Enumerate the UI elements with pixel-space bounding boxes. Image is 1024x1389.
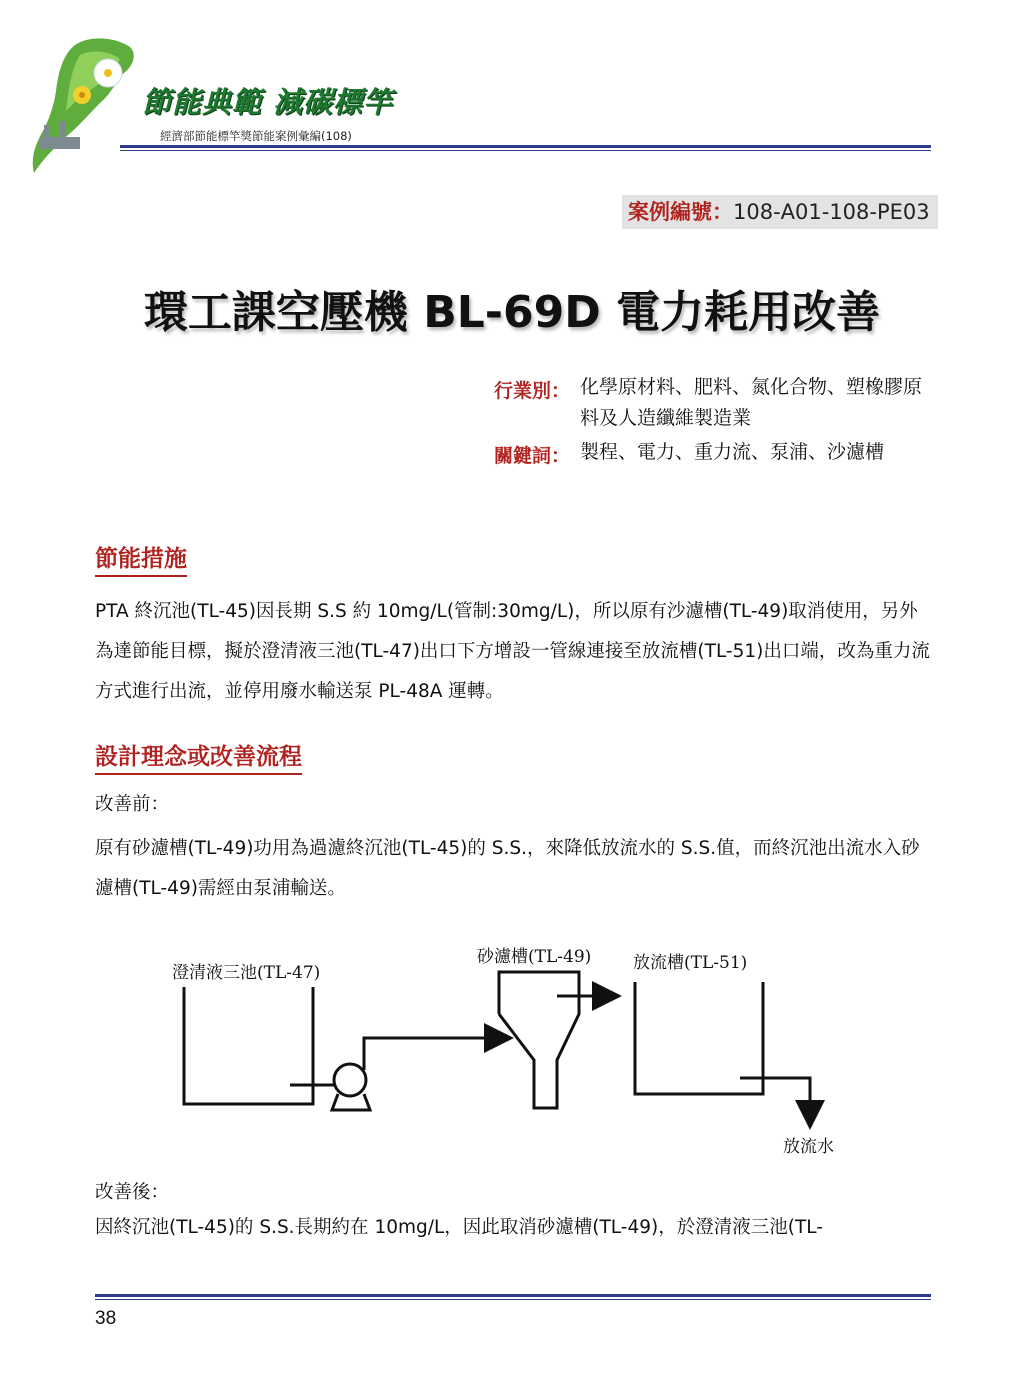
case-number-label: 案例編號：	[628, 200, 733, 224]
industry-label: 行業別：	[494, 380, 571, 402]
energy-measures-paragraph: PTA 終沉池(TL-45)因長期 S.S 約 10mg/L(管制:30mg/L)，所以原有沙濾槽(TL-49)取消使用，另外為達節能目標，擬於澄清液三池(TL-47)出口下方增設一管線連接至放流槽(TL-51)出口端，改為重力流方式進行出流，並停用廢水輸送泵 PL-48A 運轉。	[95, 601, 930, 702]
discharge-tank-label: 放流槽(TL-51)	[633, 953, 748, 973]
pump-icon	[334, 1064, 366, 1096]
page-title: 環工課空壓機 BL-69D 電力耗用改善	[143, 287, 881, 338]
sand-filter-label: 砂濾槽(TL-49)	[477, 947, 592, 967]
process-diagram	[0, 930, 1024, 1170]
page-number: 38	[95, 1308, 117, 1329]
header-divider	[120, 145, 931, 148]
footer-divider	[95, 1294, 931, 1297]
pipe-effluent	[740, 1078, 810, 1124]
clarifier-label: 澄清液三池(TL-47)	[172, 963, 321, 983]
keywords-value: 製程、電力、重力流、泵浦、沙濾槽	[580, 441, 885, 463]
before-paragraph: 原有砂濾槽(TL-49)功用為過濾終沉池(TL-45)的 S.S.，來降低放流水的 S.S.值，而終沉池出流水入砂濾槽(TL-49)需經由泵浦輸送。	[95, 838, 920, 899]
brand-title: 節能典範 減碳標竿	[142, 85, 394, 119]
header-divider-thin	[120, 150, 931, 151]
keywords-label: 關鍵詞：	[494, 445, 571, 467]
industry-value: 化學原材料、肥料、氮化合物、塑橡膠原料及人造纖維製造業	[580, 376, 923, 429]
brand-subtitle: 經濟部節能標竿獎節能案例彙編(108)	[160, 129, 352, 143]
after-label: 改善後：	[95, 1182, 170, 1203]
before-label: 改善前：	[95, 794, 170, 815]
taiwan-leaf-logo-icon	[20, 25, 150, 175]
case-number-box	[622, 195, 938, 229]
pipe-pump-to-filter	[364, 1038, 508, 1070]
case-number-value: 108-A01-108-PE03	[733, 200, 930, 224]
sand-filter-tank	[499, 972, 579, 1108]
section-heading-energy-measures: 節能措施	[95, 540, 187, 577]
footer-divider-thin	[95, 1299, 931, 1300]
section-heading-design-process: 設計理念或改善流程	[95, 738, 302, 775]
after-paragraph: 因終沉池(TL-45)的 S.S.長期約在 10mg/L，因此取消砂濾槽(TL-49)，於澄清液三池(TL-	[95, 1217, 823, 1238]
effluent-label: 放流水	[783, 1137, 834, 1157]
